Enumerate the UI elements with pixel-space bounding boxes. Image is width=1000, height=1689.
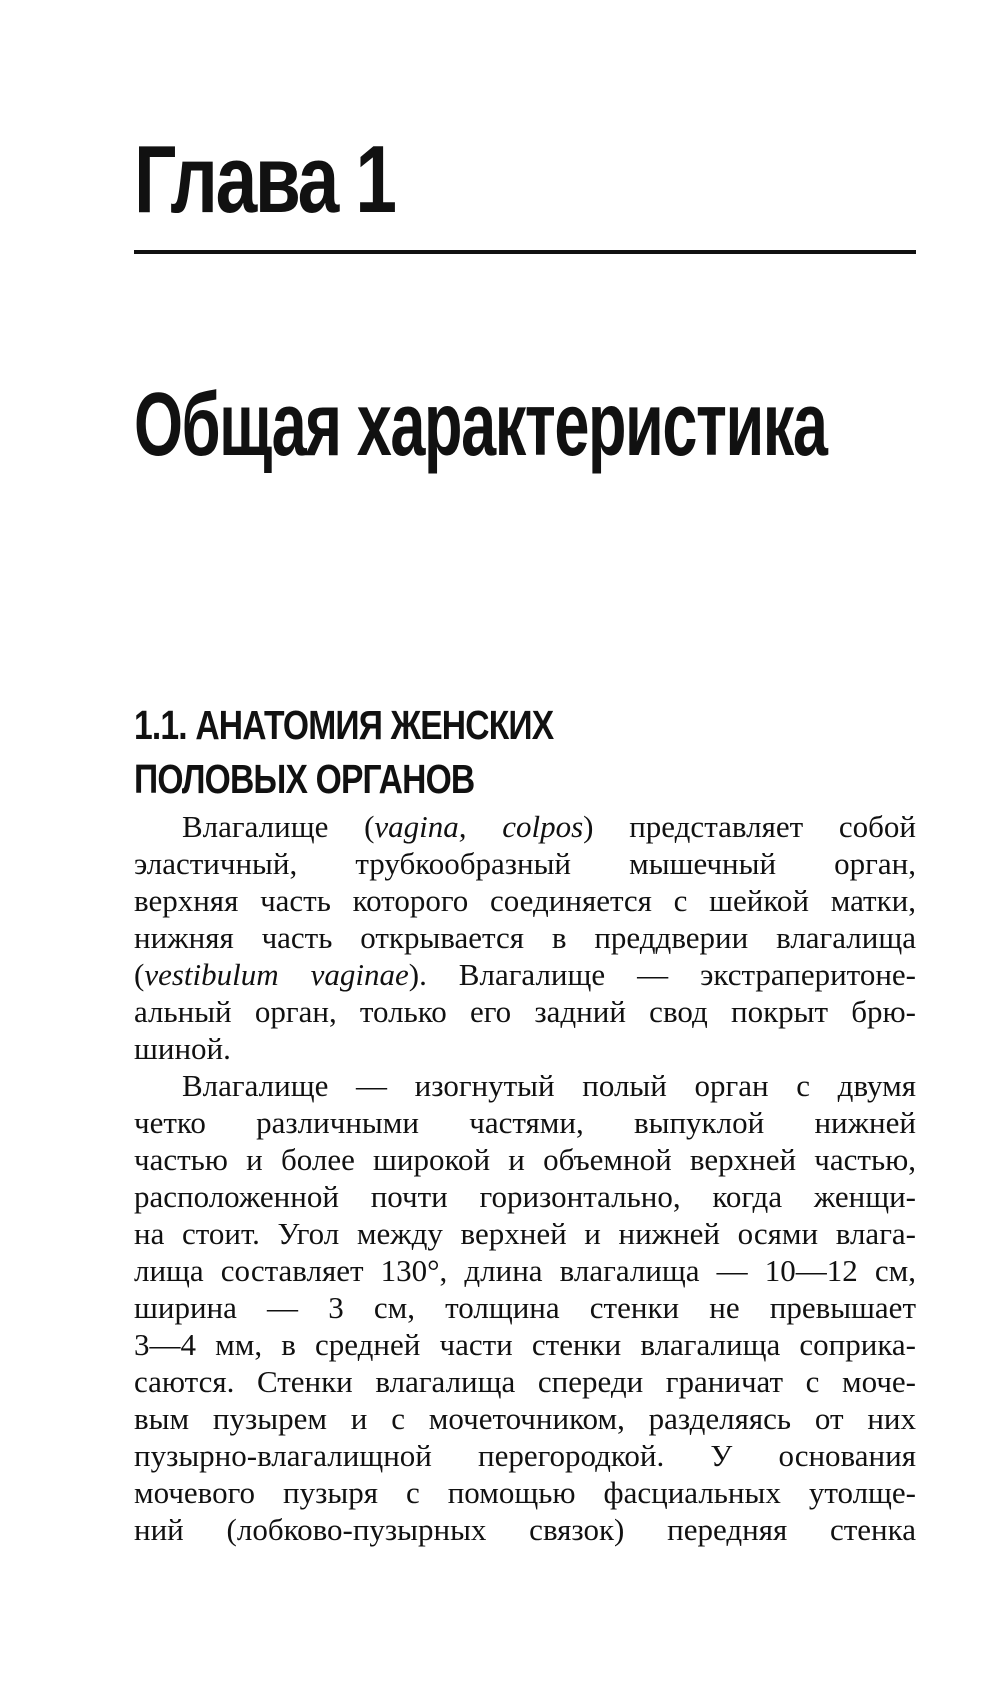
section-heading-line: 1.1. АНАТОМИЯ ЖЕНСКИХ <box>134 702 554 748</box>
section-heading-line: ПОЛОВЫХ ОРГАНОВ <box>134 756 475 802</box>
text-line: Влагалище (vagina, colpos) представляет собой <box>182 809 916 844</box>
text-line: на стоит. Угол между верхней и нижней осями влага- <box>134 1216 916 1251</box>
text-line: шиной. <box>134 1031 231 1066</box>
section-heading <box>134 698 834 806</box>
text-line: эластичный, трубкообразный мышечный орган, <box>134 846 916 881</box>
text-line: лища составляет 130°, длина влагалища — 10—12 см, <box>134 1253 916 1288</box>
text-line: частью и более широкой и объемной верхней частью, <box>134 1142 916 1177</box>
body-text <box>134 808 916 1548</box>
chapter-divider <box>134 250 916 254</box>
text-line: саются. Стенки влагалища спереди граничат с моче- <box>134 1364 916 1399</box>
text-line: 3—4 мм, в средней части стенки влагалища соприка- <box>134 1327 916 1362</box>
text-line: вым пузырем и с мочеточником, разделяясь от них <box>134 1401 916 1436</box>
text-line: верхняя часть которого соединяется с шейкой матки, <box>134 883 916 918</box>
text-line: нижняя часть открывается в преддверии влагалища <box>134 920 916 955</box>
text-line: четко различными частями, выпуклой нижней <box>134 1105 916 1140</box>
text-line: альный орган, только его задний свод покрыт брю- <box>134 994 916 1029</box>
text-line: ний (лобково-пузырных связок) передняя стенка <box>134 1512 916 1547</box>
text-line: пузырно-влагалищной перегородкой. У основания <box>134 1438 916 1473</box>
text-line: мочевого пузыря с помощью фасциальных утолще- <box>134 1475 916 1510</box>
text-line: расположенной почти горизонтально, когда женщи- <box>134 1179 916 1214</box>
chapter-label: Глава 1 <box>134 126 395 233</box>
chapter-title: Общая характеристика <box>134 375 827 475</box>
text-line: ширина — 3 см, толщина стенки не превышает <box>134 1290 916 1325</box>
text-line: Влагалище — изогнутый полый орган с двумя <box>182 1068 916 1103</box>
text-line: (vestibulum vaginae). Влагалище — экстраперитоне- <box>134 957 916 992</box>
